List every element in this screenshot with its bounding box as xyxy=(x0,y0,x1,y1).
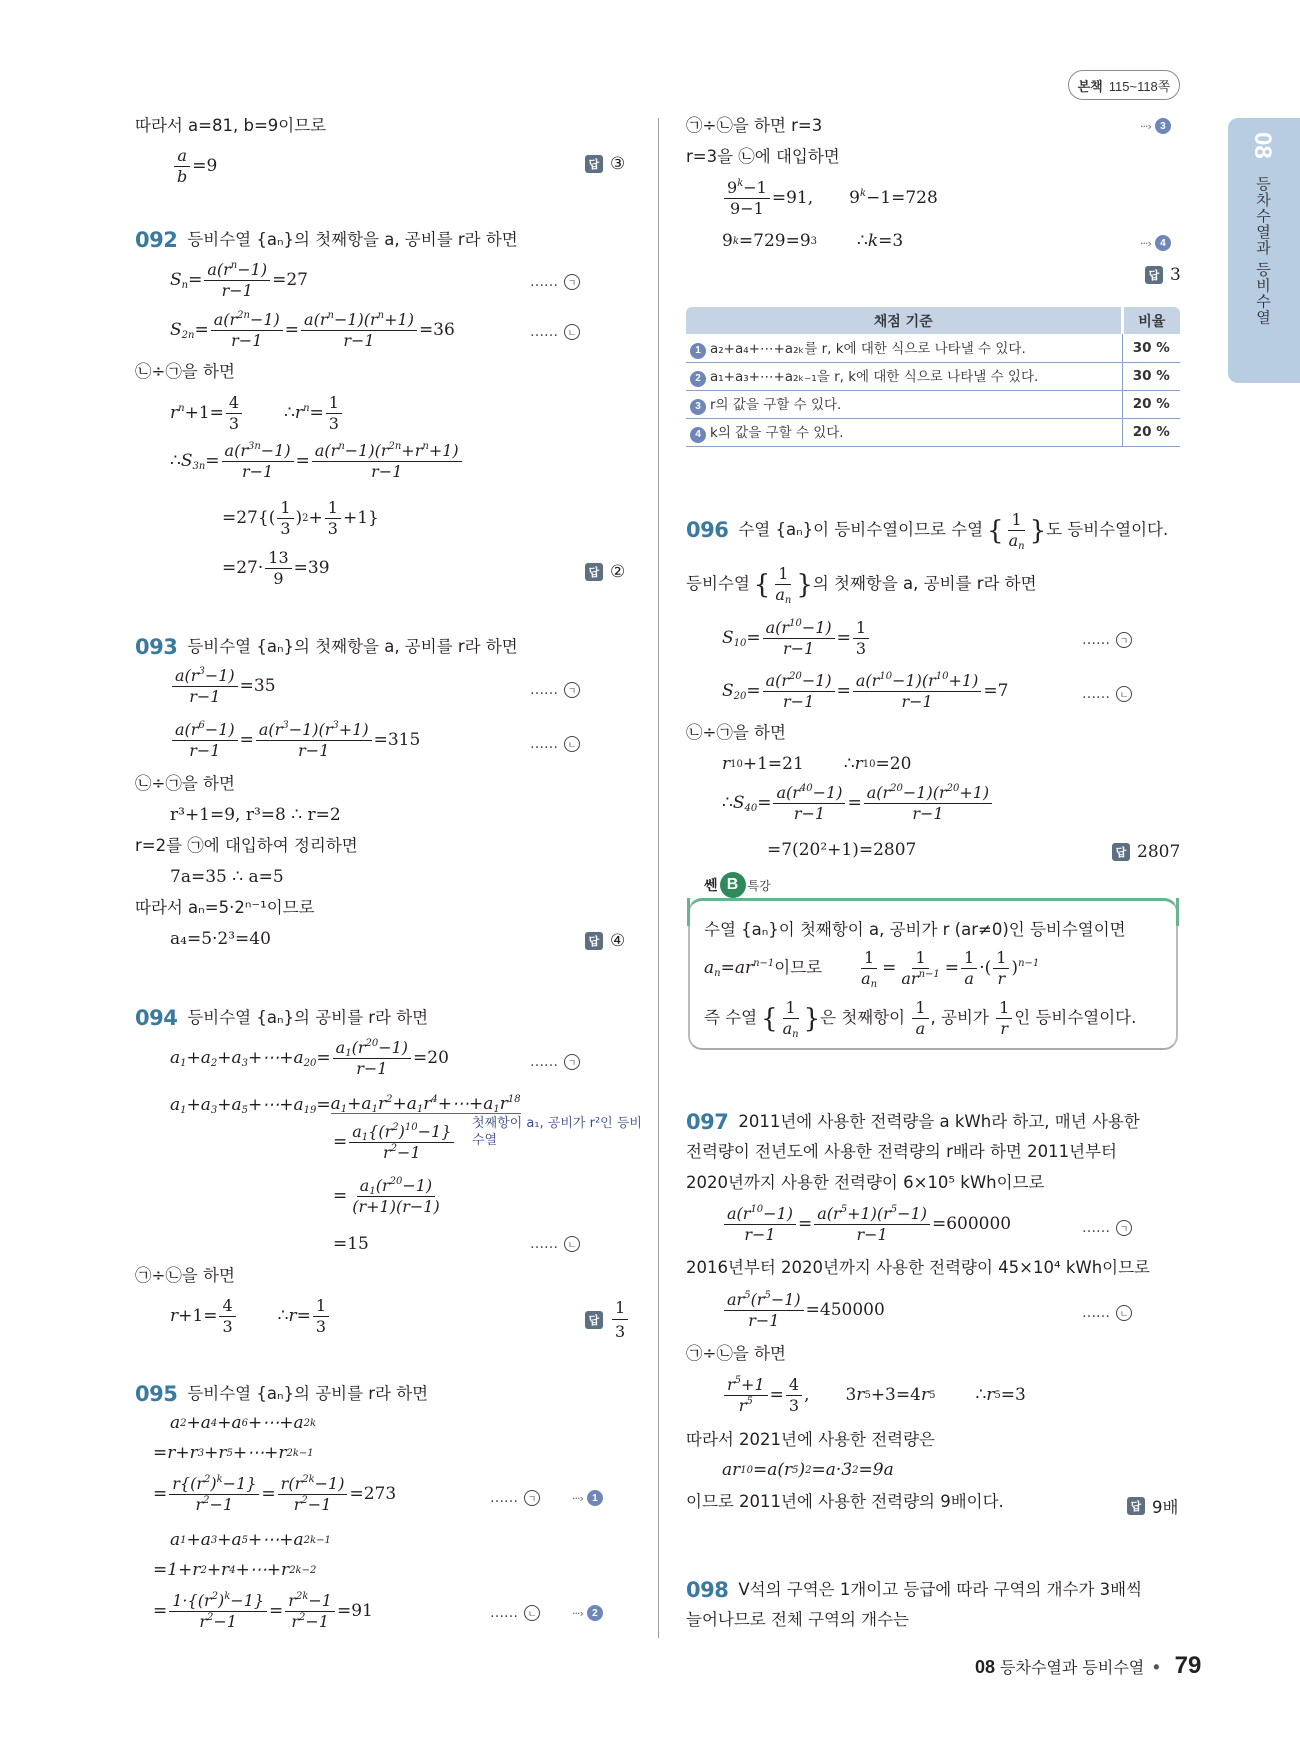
p092-answer: 답 ② xyxy=(585,562,625,582)
p094-eq6: r +1= $\frac{4}{3}$ ∴ r = $\frac{1}{3}$ xyxy=(170,1298,331,1335)
tip-label: 특강 xyxy=(747,878,771,893)
table-row: 4 k의 값을 구할 수 있다. 20 % xyxy=(686,418,1180,446)
p094-step: ㉠÷㉡을 하면 xyxy=(135,1266,235,1285)
step-2-icon: 2 xyxy=(690,371,706,387)
p093-eq4: 7a=35 ∴ a=5 xyxy=(170,867,284,887)
p096-mark2: …… ㄴ xyxy=(1082,686,1132,702)
p093-step3: 따라서 aₙ=5·2ⁿ⁻¹이므로 xyxy=(135,898,315,917)
footer-title: 등차수열과 등비수열 xyxy=(1000,1658,1145,1677)
p095-eq5: =1+r 2 +r 4 +⋯+r 2k−2 xyxy=(153,1560,317,1580)
step-1-icon: 1 xyxy=(587,1490,603,1506)
page-number: 79 xyxy=(1174,1652,1202,1679)
ref-label: 본책 xyxy=(1077,78,1103,94)
p097-mark2: …… ㄴ xyxy=(1082,1305,1132,1321)
column-divider xyxy=(658,118,659,1638)
problem-number: 093 xyxy=(135,635,178,659)
problem-number: 092 xyxy=(135,228,178,252)
chapter-title: 등차수열과 등비수열 xyxy=(1254,176,1271,326)
p097-text5: 따라서 2021년에 사용한 전력량은 xyxy=(686,1430,935,1449)
p095-answer: 답 3 xyxy=(1145,265,1181,285)
p097-answer: 답 9배 xyxy=(1127,1494,1178,1518)
p094-eq4: = $\frac{a_1(r^{20}-1)}{(r+1)(r-1)}$ xyxy=(333,1176,440,1216)
p096-heading: 096 수열 {aₙ}이 등비수열이므로 수열 { $\frac{1}{a_n}$ } 도 등비수열이다. xyxy=(686,510,1169,552)
p095-mark1: …… ㄱ ···› 1 xyxy=(490,1490,603,1506)
step-1-icon: 1 xyxy=(690,343,706,359)
p096-eq2: $S_{20}$ = $\frac{a(r^{20}-1)}{r-1}$ = $\frac{a(r^{10}-1)(r^{10}+1)}{r-1}$ =7 xyxy=(722,671,1009,711)
circled-giyeok-icon: ㄱ xyxy=(524,1490,540,1506)
p095-eq1: a 2 +a 4 +a 6 +⋯+a 2k xyxy=(170,1413,317,1433)
p093-mark1: …… ㄱ xyxy=(530,682,580,698)
p097-eq2: $\frac{ar^5(r^5-1)}{r-1}$ =450000 xyxy=(722,1292,885,1329)
step-3-icon: 3 xyxy=(690,399,706,415)
step-3-icon: 3 xyxy=(1155,118,1171,134)
p094-mark1: …… ㄱ xyxy=(530,1054,580,1070)
arrow-icon: ···› xyxy=(1140,119,1151,133)
p097-text4: 2016년부터 2020년까지 사용한 전력량이 45×10⁴ kWh이므로 xyxy=(686,1258,1150,1277)
p096-eq3: r 10 +1=21 ∴ r 10 =20 xyxy=(722,754,912,774)
p093-step1: ㉡÷㉠을 하면 xyxy=(135,774,235,793)
answer-badge-icon: 답 xyxy=(1127,1497,1145,1515)
p094-eq3: = $\frac{a_1\{(r^2)^{10}-1\}}{r^2-1}$ xyxy=(333,1124,456,1161)
p092-mark2: …… ㄴ xyxy=(530,324,580,340)
circled-nieun-icon: ㄴ xyxy=(564,1236,580,1252)
p092-step: ㉡÷㉠을 하면 xyxy=(135,362,235,381)
tip-line3: 즉 수열 { $\frac{1}{a_n}$ } 은 첫째항이 $\frac{1}{a}$ , 공비가 $\frac{1}{r}$ 인 등비수열이다. xyxy=(704,998,1137,1040)
p096-eq1: $S_{10}$ = $\frac{a(r^{10}-1)}{r-1}$ = $\frac{1}{3}$ xyxy=(722,620,871,657)
table-row: 1 a₂+a₄+⋯+a₂ₖ를 r, k에 대한 식으로 나타낼 수 있다. 30 % xyxy=(686,334,1180,362)
answer-badge-icon: 답 xyxy=(585,155,603,173)
problem-number: 096 xyxy=(686,518,729,542)
p097-eq4: ar 10 =a(r 5 ) 2 =a·3 2 =9a xyxy=(722,1460,894,1480)
p095-eq6: = $\frac{1\cdot\{(r^2)^k-1\}}{r^2-1}$ = $\frac{r^{2k}-1}{r^2-1}$ =91 xyxy=(153,1591,373,1631)
p097-text2: 전력량이 전년도에 사용한 전력량의 r배라 하면 2011년부터 xyxy=(686,1142,1117,1161)
answer-badge-icon: 답 xyxy=(1112,843,1130,861)
circled-nieun-icon: ㄴ xyxy=(564,324,580,340)
p093-eq3: r³+1=9, r³=8 ∴ r=2 xyxy=(170,805,341,825)
p095-step4-mark xyxy=(1140,235,1171,251)
answer-badge-icon: 답 xyxy=(585,563,603,581)
circled-giyeok-icon: ㄱ xyxy=(564,1054,580,1070)
circled-nieun-icon: ㄴ xyxy=(1116,1305,1132,1321)
p096-line2: 등비수열 { $\frac{1}{a_n}$ } 의 첫째항을 a, 공비를 r라 하면 xyxy=(686,564,1037,606)
table-row: 3 r의 값을 구할 수 있다. 20 % xyxy=(686,390,1180,418)
arrow-icon: ···› xyxy=(572,1606,583,1620)
tip-line2: $a_n=ar^{n-1}$ 이므로 $\frac{1}{a_n}$ = $\frac{1}{ar^{n-1}}$ = $\frac{1}{a}$ ·( $\frac{1}{r}$ )$^{n-1}$ xyxy=(704,948,1040,990)
p092-eq1: $S_n$ = $\frac{a(r^n-1)}{r-1}$ =27 xyxy=(170,260,308,300)
p097-eq1: $\frac{a(r^{10}-1)}{r-1}$ = $\frac{a(r^5+1)(r^5-1)}{r-1}$ =600000 xyxy=(722,1206,1011,1243)
p095-eq2: =r+r 3 +r 5 +⋯+r 2k−1 xyxy=(153,1443,314,1463)
p092-eq2: $S_{2n}$ = $\frac{a(r^{2n}-1)}{r-1}$ = $\frac{a(r^n-1)(r^n+1)}{r-1}$ =36 xyxy=(170,310,455,350)
arrow-icon: ···› xyxy=(572,1491,583,1505)
circled-giyeok-icon: ㄱ xyxy=(564,274,580,290)
step-2-icon: 2 xyxy=(587,1605,603,1621)
p098-text2: 늘어나므로 전체 구역의 개수는 xyxy=(686,1610,909,1629)
p095-step3-mark xyxy=(1140,118,1171,134)
p092-eq6: =27· $\frac{13}{9}$ =39 xyxy=(222,548,330,588)
p092-eq5: =27{( $\frac{1}{3}$ ) 2 + $\frac{1}{3}$ +1} xyxy=(222,498,379,538)
p091-equation: $\frac{a}{b}$ =9 xyxy=(172,148,217,185)
p096-eq4: ∴ $S_{40}$ = $\frac{a(r^{40}-1)}{r-1}$ = $\frac{a(r^{20}-1)(r^{20}+1)}{r-1}$ xyxy=(722,785,994,822)
p097-heading: 097 2011년에 사용한 전력량을 a kWh라 하고, 매년 사용한 xyxy=(686,1110,1140,1134)
p096-answer: 답 2807 xyxy=(1112,842,1180,862)
p092-eq4: ∴ $S_{3n}$ = $\frac{a(r^{3n}-1)}{r-1}$ = $\frac{a(r^n-1)(r^{2n}+r^n+1)}{r-1}$ xyxy=(170,443,464,480)
p094-eq2: $a_1+a_3+a_5+\cdots+a_{19}$ = $a_1+a_1r^2+a_1r^4+\cdots+a_1r^{18}$ xyxy=(170,1094,521,1116)
p096-mark1: …… ㄱ xyxy=(1082,632,1132,648)
p093-step2: r=2를 ㉠에 대입하여 정리하면 xyxy=(135,836,358,855)
p091-answer: 답 ③ xyxy=(585,154,625,174)
p095-eq4: a 1 +a 3 +a 5 +⋯+a 2k−1 xyxy=(170,1530,331,1550)
problem-number: 097 xyxy=(686,1110,729,1134)
p093-eq1: $\frac{a(r^3-1)}{r-1}$ =35 xyxy=(170,668,276,705)
p097-text6: 이므로 2011년에 사용한 전력량의 9배이다. xyxy=(686,1492,1004,1511)
brand-b-icon: B xyxy=(720,872,746,898)
answer-badge-icon: 답 xyxy=(1145,266,1163,284)
p092-eq3: $r^n$ +1= $\frac{4}{3}$ ∴ $r^n$ = $\frac{1}{3}$ xyxy=(170,395,344,432)
footer-separator: • xyxy=(1153,1657,1160,1677)
circled-giyeok-icon: ㄱ xyxy=(1116,632,1132,648)
table-header-criteria: 채점 기준 xyxy=(686,307,1122,334)
problem-number: 098 xyxy=(686,1578,729,1602)
circled-giyeok-icon: ㄱ xyxy=(1116,1220,1132,1236)
p094-annotation: 첫째항이 a₁, 공비가 r²인 등비수열 xyxy=(472,1116,642,1148)
p093-answer: 답 ④ xyxy=(585,931,625,951)
p095-eq3: = $\frac{r\{(r^2)^k-1\}}{r^2-1}$ = $\frac{r(r^{2k}-1)}{r^2-1}$ =273 xyxy=(153,1474,397,1514)
p093-eq5: a₄=5·2³=40 xyxy=(170,929,271,949)
p094-eq5: =15 xyxy=(333,1234,369,1254)
p094-heading: 094 등비수열 {aₙ}의 공비를 r라 하면 xyxy=(135,1006,429,1030)
p095-cont-eq1: $\frac{9^k-1}{9-1}$ =91, $9^k-1=728$ xyxy=(722,180,938,217)
p096-step: ㉡÷㉠을 하면 xyxy=(686,723,786,742)
chapter-side-tab[interactable] xyxy=(1228,118,1300,383)
p092-heading: 092 등비수열 {aₙ}의 첫째항을 a, 공비를 r라 하면 xyxy=(135,228,518,252)
step-4-icon: 4 xyxy=(690,427,706,443)
p094-mark2: …… ㄴ xyxy=(530,1236,580,1252)
p097-mark1: …… ㄱ xyxy=(1082,1220,1132,1236)
problem-number: 095 xyxy=(135,1382,178,1406)
p095-mark2: …… ㄴ ···› 2 xyxy=(490,1605,603,1621)
circled-giyeok-icon: ㄱ xyxy=(564,682,580,698)
step-4-icon: 4 xyxy=(1155,235,1171,251)
table-header-ratio: 비율 xyxy=(1122,307,1180,334)
p091-line: 따라서 a=81, b=9이므로 xyxy=(135,116,327,135)
p095-cont-eq2: 9 k =729=9 3 ∴ k =3 xyxy=(722,231,904,251)
p095-cont-line1: ㉠÷㉡을 하면 r=3 xyxy=(686,116,823,135)
p093-heading: 093 등비수열 {aₙ}의 첫째항을 a, 공비를 r라 하면 xyxy=(135,635,518,659)
arrow-icon: ···› xyxy=(1140,236,1151,250)
circled-nieun-icon: ㄴ xyxy=(1116,686,1132,702)
answer-badge-icon: 답 xyxy=(585,932,603,950)
footer-chapter: 08 xyxy=(975,1657,996,1677)
p094-eq1: $a_1+a_2+a_3+\cdots+a_{20}$ = $\frac{a_1(r^{20}-1)}{r-1}$ =20 xyxy=(170,1038,449,1078)
table-row: 2 a₁+a₃+⋯+a₂ₖ₋₁을 r, k에 대한 식으로 나타낼 수 있다. 30 % xyxy=(686,362,1180,390)
p097-eq3: $\frac{r^5+1}{r^5}$ = $\frac{4}{3}$ , 3 r 5 +3=4 r 5 ∴ r 5 =3 xyxy=(722,1377,1026,1414)
problem-number: 094 xyxy=(135,1006,178,1030)
brand-logo-text: 쎈 xyxy=(704,878,718,894)
p093-eq2: $\frac{a(r^6-1)}{r-1}$ = $\frac{a(r^3-1)(r^3+1)}{r-1}$ =315 xyxy=(170,722,420,759)
ref-pages: 115~118쪽 xyxy=(1108,78,1171,94)
p097-step: ㉠÷㉡을 하면 xyxy=(686,1344,786,1363)
p097-text3: 2020년까지 사용한 전력량이 6×10⁵ kWh이므로 xyxy=(686,1173,1045,1192)
chapter-number: 08 xyxy=(1249,132,1276,159)
p098-heading: 098 V석의 구역은 1개이고 등급에 따라 구역의 개수가 3배씩 xyxy=(686,1578,1143,1602)
p095-cont-line2: r=3을 ㉡에 대입하면 xyxy=(686,147,840,166)
answer-badge-icon: 답 xyxy=(585,1311,603,1329)
tip-line1: 수열 {aₙ}이 첫째항이 a, 공비가 r (ar≠0)인 등비수열이면 xyxy=(704,920,1126,939)
grading-criteria-table xyxy=(686,307,1180,447)
p092-mark1: …… ㄱ xyxy=(530,274,580,290)
p096-eq5: =7(20²+1)=2807 xyxy=(767,840,917,860)
textbook-page-reference xyxy=(1068,70,1180,100)
p093-mark2: …… ㄴ xyxy=(530,736,580,752)
page-footer xyxy=(975,1652,1201,1680)
p095-heading: 095 등비수열 {aₙ}의 공비를 r라 하면 xyxy=(135,1382,429,1406)
circled-nieun-icon: ㄴ xyxy=(524,1605,540,1621)
p094-answer: 답 $\frac{1}{3}$ xyxy=(585,1298,630,1341)
circled-nieun-icon: ㄴ xyxy=(564,736,580,752)
tip-header xyxy=(704,872,771,898)
